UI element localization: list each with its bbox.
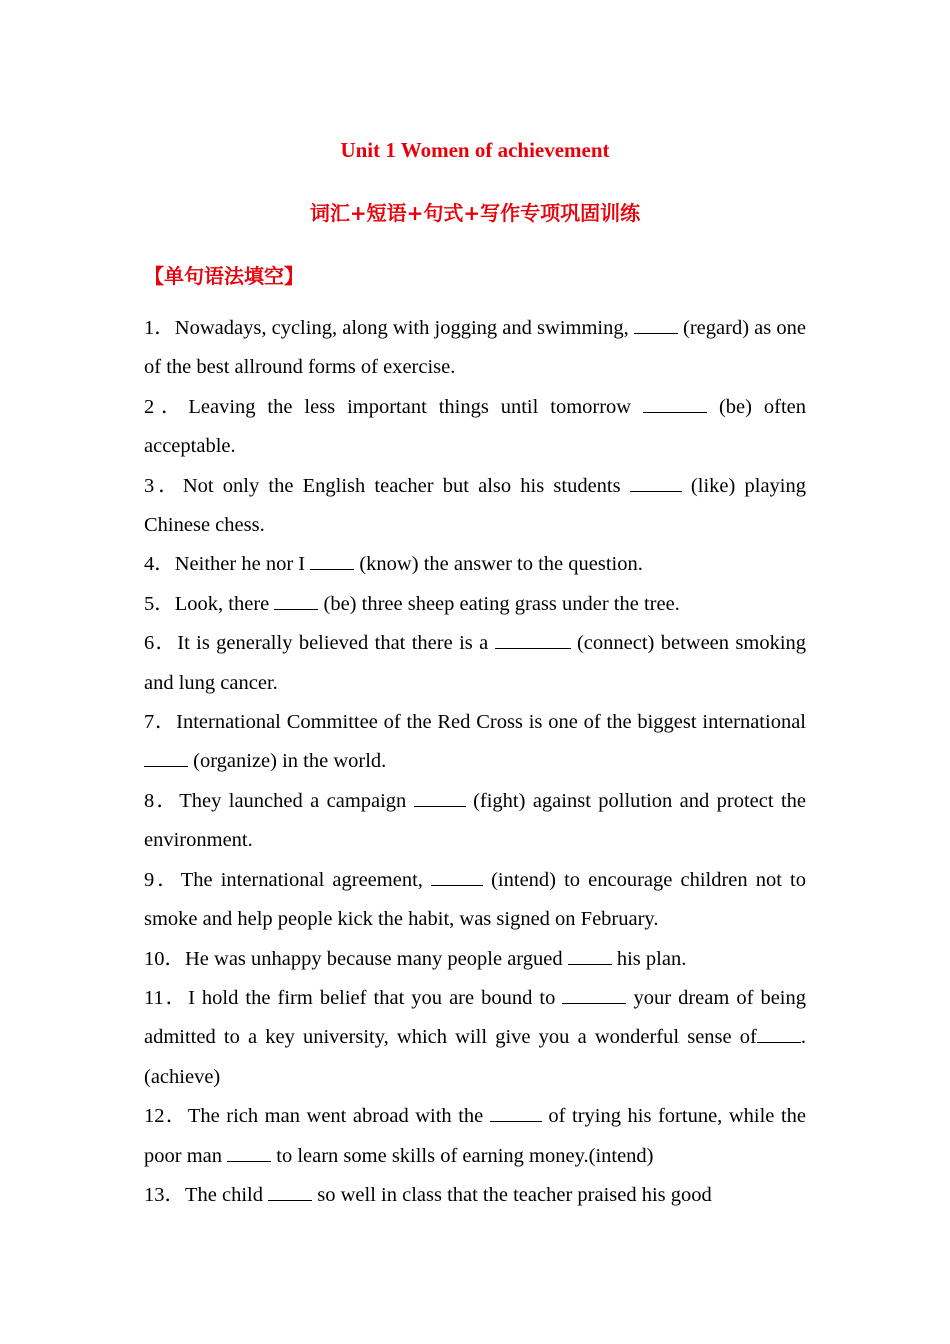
question-item [144,467,806,546]
question-text: (know) the answer to the question. [354,553,643,576]
answer-blank[interactable] [490,1104,542,1122]
question-item [144,1176,806,1215]
question-text: The international agreement, [180,868,431,891]
question-item [144,782,806,861]
question-number: 7． [144,711,177,734]
answer-blank[interactable] [643,395,707,413]
question-text: (connect) between smoking and lung cancer. [144,632,807,694]
question-item [144,1097,806,1176]
question-text: International Committee of the Red Cross is one of the biggest international [176,711,806,734]
question-item [144,861,806,940]
question-text: The child [185,1183,269,1206]
question-text: He was unhappy because many people argued [185,947,568,970]
question-list [144,309,806,1215]
question-text: (be) three sheep eating grass under the tree. [318,592,680,615]
question-text: Look, there [174,592,275,615]
question-text: (intend) to encourage children not to smoke and help people kick the habit, was signed on February. [144,868,806,931]
question-number: 10． [144,947,185,970]
document-subtitle: 词汇+短语+句式+写作专项巩固训练 [309,201,641,225]
answer-blank[interactable] [562,986,626,1004]
answer-blank[interactable] [274,592,318,610]
question-number: 4． [144,553,175,576]
question-number: 2． [144,395,189,418]
question-text: (regard) as one of the best allround forms of exercise. [144,317,806,379]
question-text: The rich man went abroad with the [187,1105,490,1128]
section-heading: 【单句语法填空】 [144,264,304,288]
question-text: .(achieve) [144,1026,806,1088]
question-text: Not only the English teacher but also his students [182,474,630,497]
answer-blank[interactable] [495,631,571,649]
question-number: 1． [144,317,175,339]
answer-blank[interactable] [630,474,682,492]
answer-blank[interactable] [757,1025,801,1043]
answer-blank[interactable] [268,1183,312,1201]
question-text: (fight) against pollution and protect the environment. [144,789,806,852]
question-number: 9． [144,868,181,891]
question-item [144,388,806,467]
question-text: They launched a campaign [179,789,414,812]
question-number: 3． [144,474,183,497]
question-item [144,585,806,624]
question-item [144,940,806,979]
question-text: your dream of being admitted to a key university, which will give you a wonderful sense of [144,986,806,1049]
question-text: so well in class that the teacher praised his good [312,1183,712,1206]
question-number: 11． [144,986,189,1009]
question-text: of trying his fortune, while the poor man [144,1105,806,1167]
answer-blank[interactable] [431,868,483,886]
question-text: It is generally believed that there is a [177,632,495,655]
answer-blank[interactable] [634,316,678,334]
question-number: 8． [144,789,180,812]
question-text: (organize) in the world. [188,750,387,773]
question-text: to learn some skills of earning money.(intend) [271,1144,654,1167]
question-item [144,703,806,782]
answer-blank[interactable] [310,552,354,570]
question-number: 13． [144,1183,185,1206]
question-text: Neither he nor I [174,553,311,576]
question-text: I hold the firm belief that you are bound to [188,986,563,1009]
answer-blank[interactable] [568,947,612,965]
question-item [144,545,806,584]
question-item [144,624,806,703]
document-title: Unit 1 Women of achievement [340,138,610,162]
question-text: Leaving the less important things until tomorrow [188,395,644,418]
answer-blank[interactable] [227,1144,271,1162]
answer-blank[interactable] [144,749,188,767]
question-number: 12． [144,1105,188,1128]
question-text: (like) playing Chinese chess. [144,474,806,537]
question-number: 5． [144,592,175,615]
question-text: (be) often acceptable. [144,395,806,458]
question-item [144,979,806,1097]
question-item [144,309,806,388]
question-text: Nowadays, cycling, along with jogging and swimming, [174,317,634,339]
answer-blank[interactable] [414,789,466,807]
question-text: his plan. [611,947,687,970]
question-number: 6． [144,632,178,655]
